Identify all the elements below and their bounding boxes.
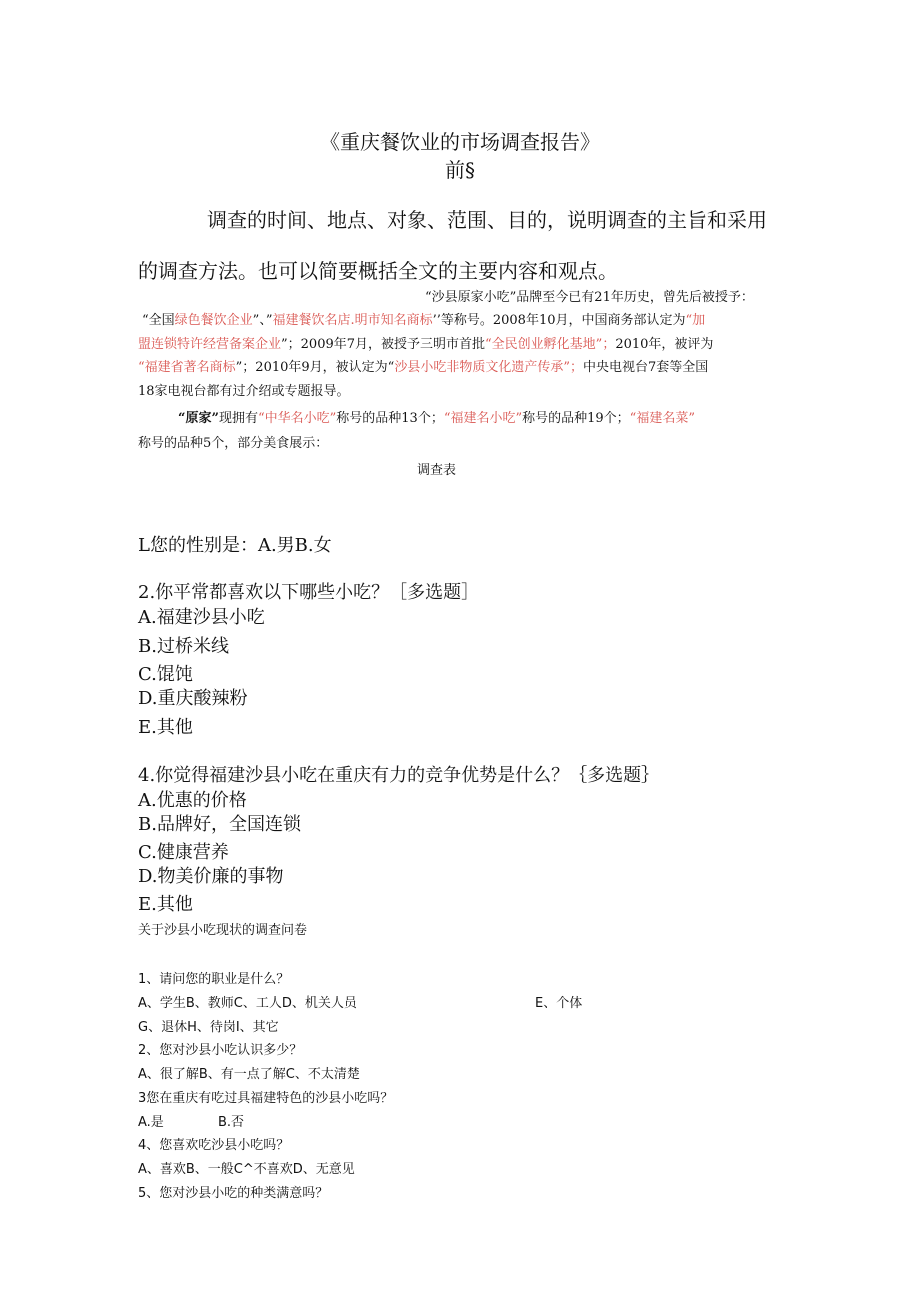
highlight-famous-trademark: “福建省著名商标 [138, 360, 236, 375]
survey1-q2-option: D.重庆酸辣粉 [138, 688, 248, 709]
highlight-green-enterprise: 绿色餐饮企业 [174, 313, 253, 328]
survey2-q1-options: A、学生B、教师C、工人D、机关人员 [138, 996, 357, 1011]
para1-text: ”、” [252, 313, 273, 328]
survey1-q1: L您的性别是：A.男B.女 [138, 535, 332, 556]
highlight-chinese-snack: “中华名小吃” [257, 411, 337, 426]
highlight-fujian-snack: “福建名小吃” [443, 411, 523, 426]
survey1-q4-option: E.其他 [138, 894, 193, 915]
survey1-q2-option: E.其他 [138, 717, 193, 738]
survey2-q2-options: A、很了解B、有一点了解C、不太清楚 [138, 1067, 360, 1082]
page-title: 《重庆餐饮业的市场调查报告》 [320, 130, 600, 154]
survey2-q3-option-b: B.否 [218, 1115, 245, 1130]
survey2-title: 关于沙县小吃现状的调查问卷 [138, 923, 308, 938]
survey1-q2-option: C.馄饨 [138, 664, 193, 685]
para1-text: “全国 [142, 313, 175, 328]
para1-line-3 [138, 333, 713, 357]
survey2-q3-option-a: A.是 [138, 1115, 164, 1130]
para1-text: 2010年，被评为 [615, 337, 714, 352]
para1-text: ”；2009年7月，被授予三明市首批 [281, 337, 486, 352]
para2-text: 称号的品种13个； [336, 411, 444, 426]
survey1-q2-option: A.福建沙县小吃 [138, 607, 265, 628]
survey2-q1-options-more: G、退休H、待岗I、其它 [138, 1020, 279, 1035]
survey2-q5: 5、您对沙县小吃的种类满意吗？ [138, 1186, 329, 1201]
survey1-q2: 2.你平常都喜欢以下哪些小吃？［多选题］ [138, 582, 480, 603]
para1-text: ’’等称号。2008年10月，中国商务部认定为 [432, 313, 686, 328]
para2-text: 称号的品种19个； [522, 411, 630, 426]
survey1-q4-option: B.品牌好，全国连锁 [138, 814, 301, 835]
highlight-franchise-end: 盟连锁特许经营备案企业 [138, 337, 282, 352]
para1-line-2 [142, 309, 705, 333]
page-subtitle: 前§ [445, 158, 475, 182]
survey2-q4: 4、您喜欢吃沙县小吃吗？ [138, 1138, 290, 1153]
survey2-q4-options: A、喜欢B、一般C^不喜欢D、无意见 [138, 1162, 355, 1177]
brand-name: “原家” [178, 411, 219, 426]
para2-line-2: 称号的品种5个，部分美食展示： [138, 436, 329, 451]
survey2-q3: 3您在重庆有吃过具福建特色的沙县小吃吗？ [138, 1091, 394, 1106]
highlight-heritage: 沙县小吃非物质文化遗产传承”； [394, 360, 583, 375]
survey2-q1: 1、请问您的职业是什么？ [138, 972, 290, 987]
para2-text: 现拥有 [218, 411, 258, 426]
survey1-q4: 4.你觉得福建沙县小吃在重庆有力的竞争优势是什么？｛多选题｝ [138, 765, 660, 786]
para1-line-1: “沙县原家小吃”品牌至今已有21年历史，曾先后被授予： [425, 290, 754, 305]
table-label: 调查表 [417, 463, 457, 478]
highlight-fujian-dish: “福建名菜” [629, 411, 695, 426]
survey1-q4-option: A.优惠的价格 [138, 790, 247, 811]
highlight-incubation-base: “全民创业孵化基地”； [485, 337, 616, 352]
highlight-franchise-start: “加 [685, 313, 706, 328]
survey2-q1-option-e: E、个体 [535, 996, 583, 1011]
para2-line-1 [178, 407, 695, 431]
survey1-q4-option: D.物美价廉的事物 [138, 866, 284, 887]
para1-text: 中央电视台7套等全国 [582, 360, 709, 375]
survey2-q2: 2、您对沙县小吃认识多少？ [138, 1043, 303, 1058]
highlight-famous-store: 福建餐饮名店.明市知名商标 [272, 313, 433, 328]
intro-line-2: 的调查方法。也可以简要概括全文的主要内容和观点。 [138, 259, 618, 283]
intro-line-1: 调查的时间、地点、对象、范围、目的，说明调查的主旨和采用 [207, 208, 767, 232]
survey1-q2-option: B.过桥米线 [138, 636, 229, 657]
para1-line-5: 18家电视台都有过介绍或专题报导。 [138, 384, 350, 399]
para1-text: ”；2010年9月，被认定为“ [235, 360, 395, 375]
survey1-q4-option: C.健康营养 [138, 842, 229, 863]
para1-line-4 [138, 356, 708, 380]
